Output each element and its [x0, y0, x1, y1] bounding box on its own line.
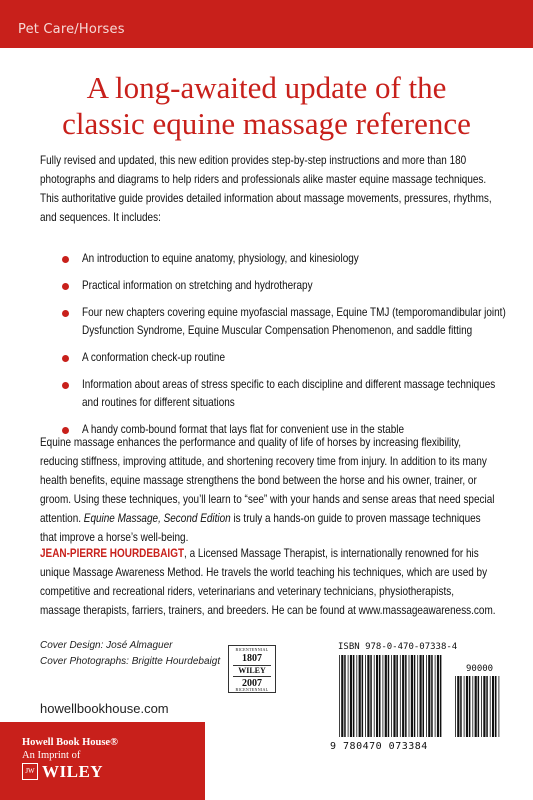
description-text-end: is truly a hands-on guide to proven massage techniques that improve a horse’s well-being.	[40, 512, 481, 544]
description-text: Equine massage enhances the performance and quality of life of horses by increasing flexibility, reducing stiffness, improving attitude, and shortening recovery time from injury. In addition to its many health benefits, equine massage strengthens the bond between the horse and his owner, trainer, or groom. Using these techniques, you’ll learn to “see” with your hands and sense areas that need special attention.	[40, 436, 495, 525]
wiley-logo	[22, 762, 112, 782]
barcode-bar	[486, 676, 488, 737]
seal-label-bottom: BICENTENNIAL	[235, 687, 269, 692]
bullet-dot-icon	[62, 310, 69, 317]
barcode-bar	[350, 655, 352, 737]
bullet-dot-icon	[62, 382, 69, 389]
feature-item: Practical information on stretching and hydrotherapy	[62, 277, 533, 295]
book-title: Equine Massage, Second Edition	[83, 512, 231, 525]
seal-brand: WILEY	[233, 665, 271, 677]
barcode-bar	[393, 655, 395, 737]
barcode-bar	[367, 655, 369, 737]
barcode-bar	[469, 676, 471, 737]
price-barcode	[454, 676, 502, 737]
feature-list	[62, 250, 533, 448]
barcode-bar	[495, 676, 497, 737]
barcode-bar	[417, 655, 418, 737]
category-label: Pet Care/Horses	[18, 22, 125, 37]
barcode-bar	[376, 655, 378, 737]
barcode-bar	[492, 676, 494, 737]
price-code: 90000	[466, 664, 494, 674]
barcode-digits: 9 780470 073384	[330, 741, 428, 752]
barcode-bar	[365, 655, 366, 737]
barcode-bar	[437, 655, 439, 737]
feature-item: Information about areas of stress specific to each discipline and different massage techniques and routines for different situations	[62, 376, 533, 412]
feature-item: A conformation check-up routine	[62, 349, 533, 367]
barcode-bar	[411, 655, 413, 737]
bullet-dot-icon	[62, 256, 69, 263]
barcode-bar	[423, 655, 425, 737]
barcode-bar	[426, 655, 427, 737]
barcode-bar	[455, 676, 456, 737]
barcode-bar	[481, 676, 482, 737]
barcode-bar	[402, 655, 404, 737]
barcode-bar	[339, 655, 340, 737]
intro-paragraph: Fully revised and updated, this new edition provides step-by-step instructions and more than 180 photographs and diagrams to help riders and professionals alike master equine massage techniques. This authoritative guide provides detailed information about massage movements, pressures, rhythms, and sequences. It includes:	[40, 154, 492, 224]
barcode-bar	[391, 655, 392, 737]
barcode-bar	[420, 655, 422, 737]
barcode-bar	[478, 676, 480, 737]
barcode-bar	[499, 676, 500, 737]
barcode-bar	[428, 655, 430, 737]
barcode-bar	[440, 655, 442, 737]
design-credit: Cover Design: José Almaguer	[40, 640, 173, 651]
barcode-bar	[348, 655, 349, 737]
barcode-bar	[396, 655, 398, 737]
barcode-bar	[374, 655, 375, 737]
barcode-bar	[356, 655, 357, 737]
barcode-bar	[457, 676, 459, 737]
barcode-bar	[383, 655, 384, 737]
cover-credits	[40, 638, 220, 670]
barcode-bar	[362, 655, 364, 737]
bullet-dot-icon	[62, 355, 69, 362]
barcode-bar	[400, 655, 401, 737]
bicentennial-seal	[228, 645, 276, 693]
barcode-bar	[464, 676, 465, 737]
headline-line-1: A long-awaited update of the	[86, 70, 447, 105]
author-bio-text: , a Licensed Massage Therapist, is internationally renowned for his unique Massage Awareness Method. He travels the world teaching his techniques, which are used by competitive and recreational riders, veterinarians and veterinary technicians, physiotherapists, massage therapists, farriers, trainers, and breeders. He can be found at www.massageawareness.com.	[40, 547, 496, 617]
feature-item: An introduction to equine anatomy, physiology, and kinesiology	[62, 250, 533, 268]
barcode-bar	[388, 655, 390, 737]
barcode-bar	[475, 676, 477, 737]
barcode-bar	[490, 676, 491, 737]
author-name: JEAN-PIERRE HOURDEBAIGT	[40, 547, 185, 560]
headline-line-2: classic equine massage reference	[62, 106, 471, 141]
barcode-bar	[379, 655, 381, 737]
barcode-bar	[409, 655, 410, 737]
publisher-name: Howell Book House®	[22, 737, 118, 748]
barcode-bar	[341, 655, 343, 737]
barcode-bar	[353, 655, 355, 737]
barcode-bar	[344, 655, 346, 737]
barcode-bar	[431, 655, 433, 737]
wiley-emblem-icon: JW	[22, 763, 38, 780]
imprint-label: An Imprint of	[22, 750, 81, 761]
seal-year-start: 1807	[242, 653, 262, 664]
isbn-barcode	[338, 655, 444, 737]
feature-item: A handy comb-bound format that lays flat for convenient use in the stable	[62, 421, 533, 439]
barcode-bar	[483, 676, 485, 737]
publisher-website: howellbookhouse.com	[40, 701, 169, 716]
barcode-bar	[466, 676, 468, 737]
seal-year-end: 2007	[242, 678, 262, 689]
description-paragraph	[40, 433, 496, 547]
photo-credit: Cover Photographs: Brigitte Hourdebaigt	[40, 656, 221, 667]
headline	[0, 70, 533, 142]
bullet-dot-icon	[62, 283, 69, 290]
barcode-bar	[460, 676, 462, 737]
barcode-bar	[435, 655, 436, 737]
barcode-bar	[405, 655, 407, 737]
barcode-bar	[359, 655, 361, 737]
isbn-text: ISBN 978-0-470-07338-4	[338, 642, 458, 652]
wiley-wordmark: WILEY	[42, 762, 104, 781]
author-bio	[40, 544, 496, 620]
barcode-bar	[370, 655, 372, 737]
barcode-bar	[414, 655, 416, 737]
barcode-bar	[472, 676, 473, 737]
feature-item: Four new chapters covering equine myofascial massage, Equine TMJ (temporomandibular joint) Dysfunction Syndrome, Equine Muscular Compensation Phenomenon, and saddle fitting	[62, 304, 533, 340]
seal-label-top: BICENTENNIAL	[235, 647, 269, 652]
barcode-bar	[385, 655, 387, 737]
